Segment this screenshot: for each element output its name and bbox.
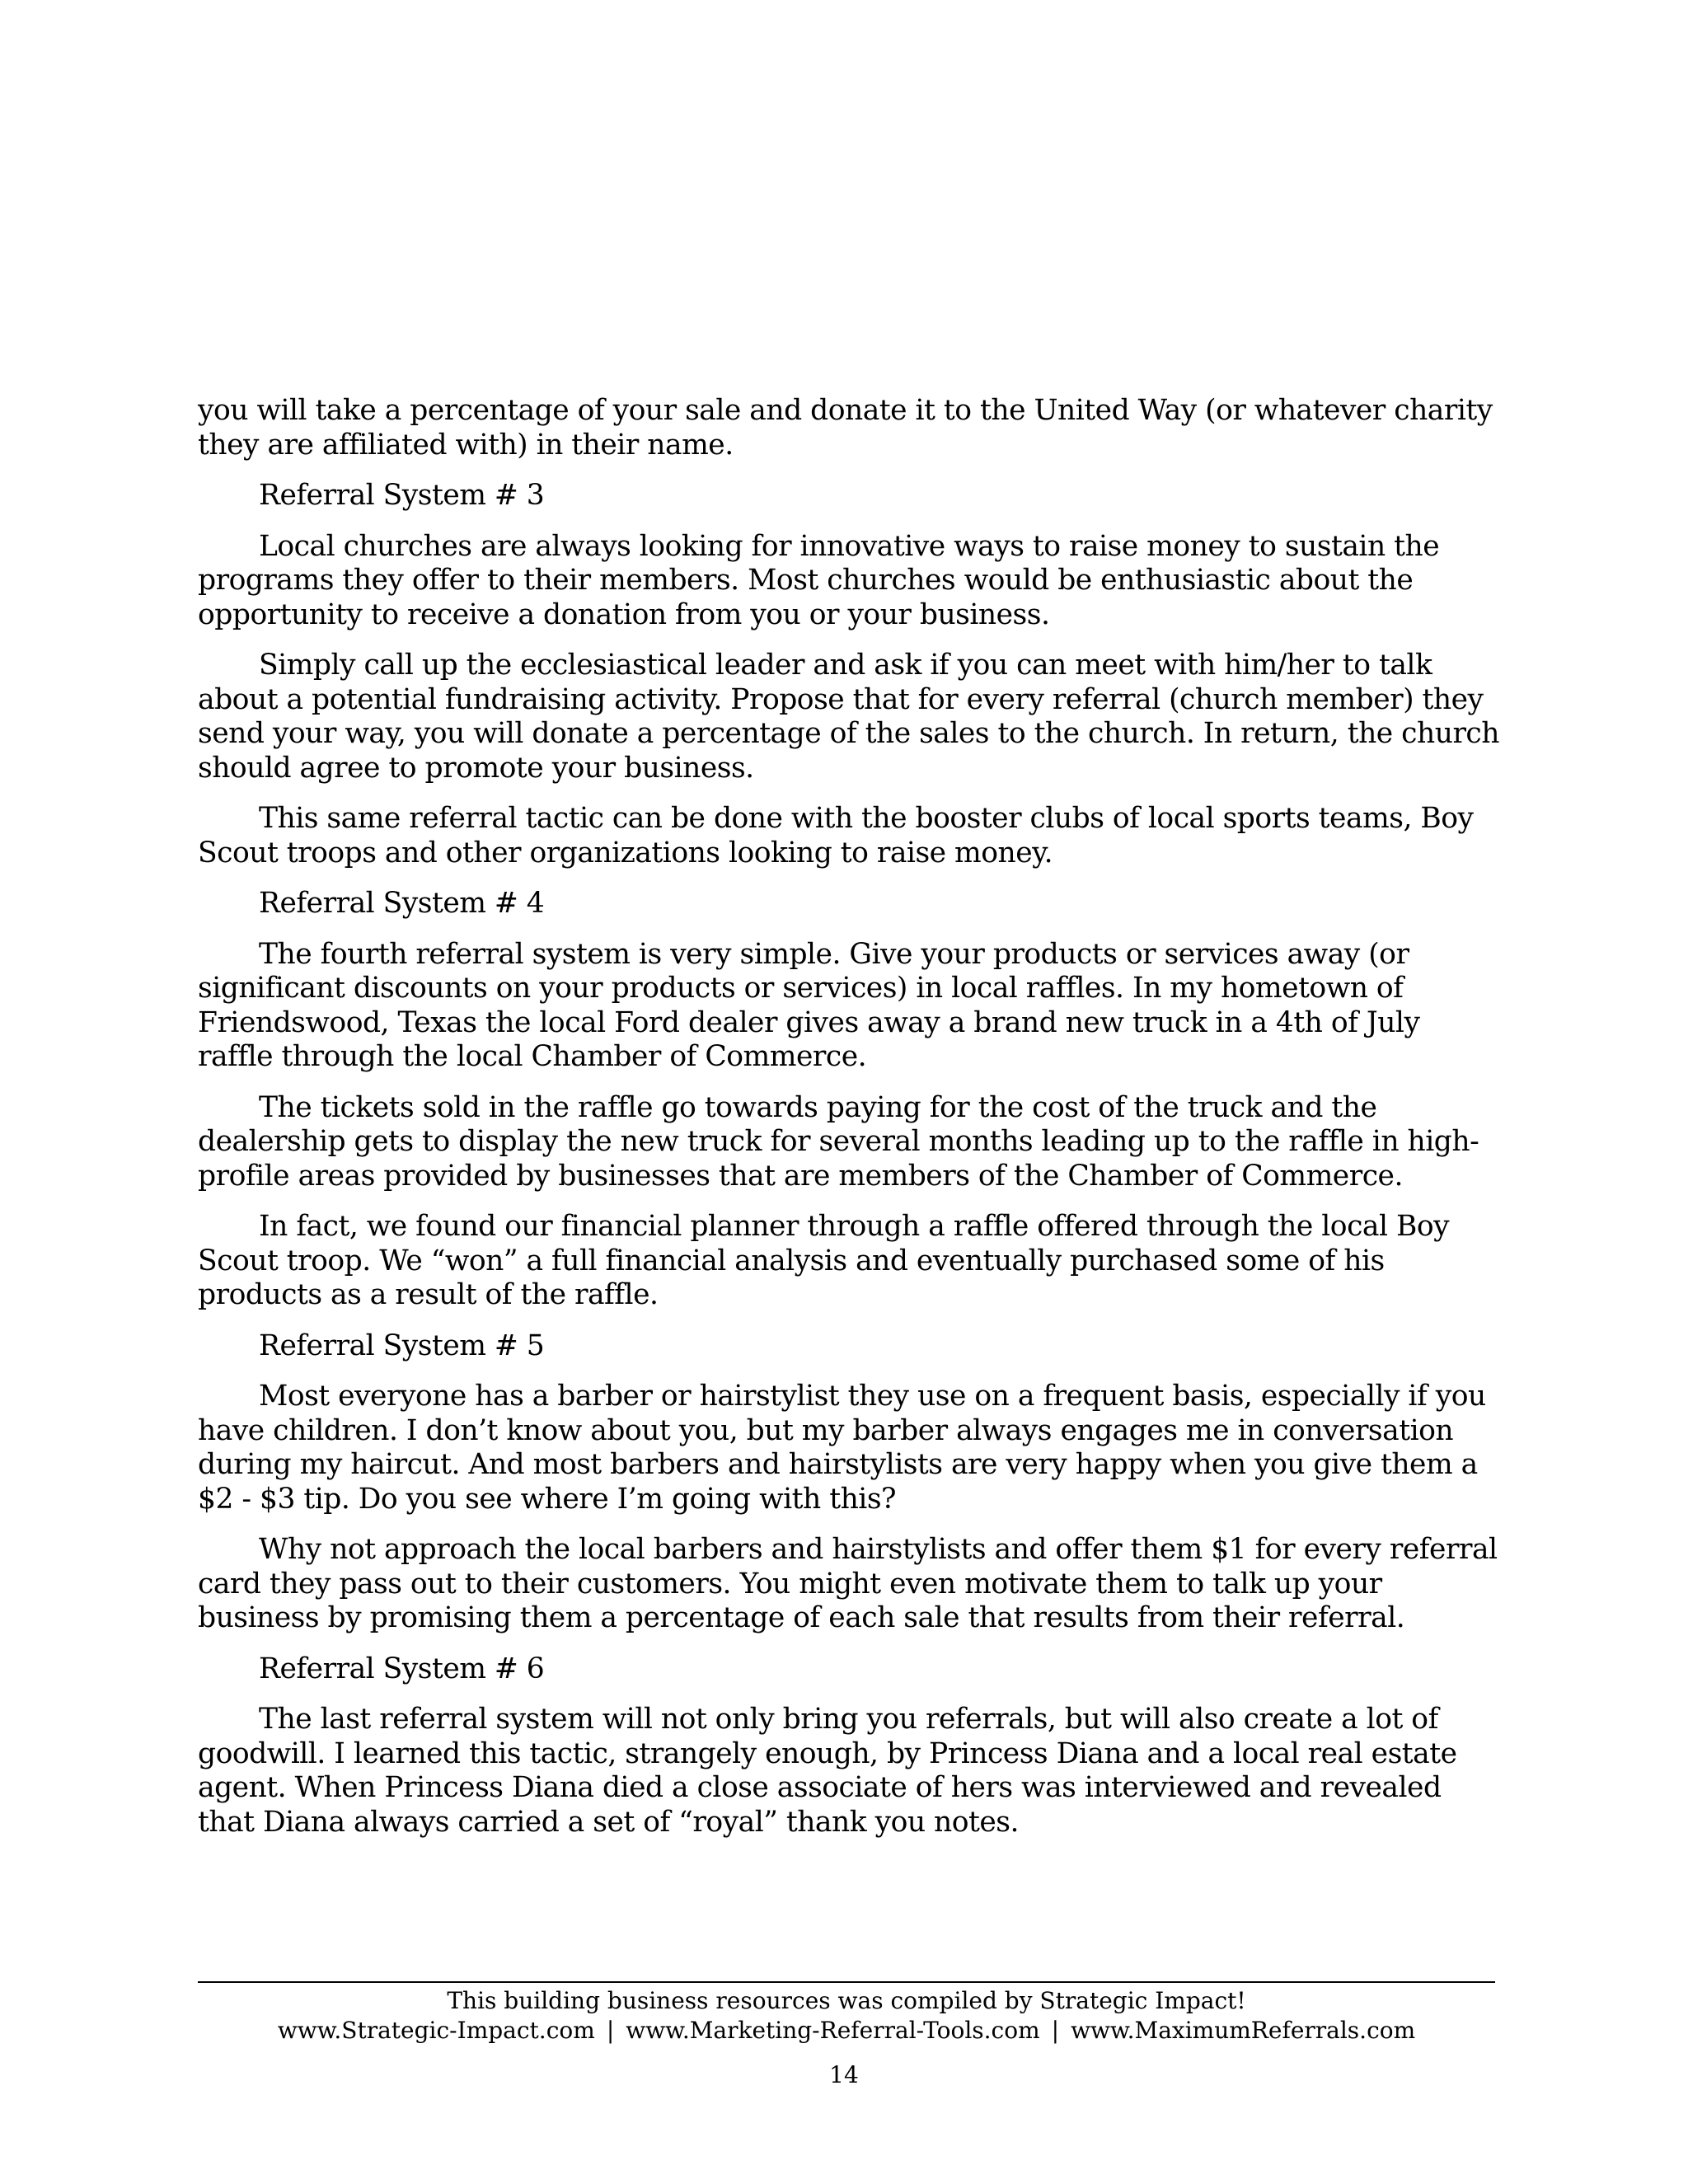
paragraph: The last referral system will not only bring you referrals, but will also create a lot of goodwill. I learned this tactic, strangely enough, by Princess Diana and a local real estate agent. When Princess Diana died a close associate of hers was interviewed and revealed that Diana always carried a set of “royal” thank you notes.: [198, 1703, 1457, 1839]
section-heading-referral-system-6: Referral System # 6: [259, 1652, 545, 1685]
footer-link-strategic-impact[interactable]: www.Strategic-Impact.com: [277, 2017, 595, 2044]
page-number: 14: [829, 2061, 859, 2088]
paragraph: Most everyone has a barber or hairstylist they use on a frequent basis, especially if you have children. I don’t know about you, but my barber always engages me in conversation during my haircut. And most barbers and hairstylists are very happy when you give them a $2 - $3 tip. Do you see where I’m going with this?: [198, 1380, 1486, 1516]
paragraph: Why not approach the local barbers and hairstylists and offer them $1 for every referral card they pass out to their customers. You might even motivate them to talk up your business by promising them a percentage of each sale that results from their referral.: [198, 1533, 1498, 1634]
section-heading-referral-system-3: Referral System # 3: [259, 479, 545, 512]
body-text: [198, 394, 1500, 1856]
paragraph: Local churches are always looking for innovative ways to raise money to sustain the programs they offer to their members. Most churches would be enthusiastic about the opportunity to receive a donation from you or your business.: [198, 529, 1440, 631]
paragraph-continuation: you will take a percentage of your sale and donate it to the United Way (or whatever charity they are affiliated with) in their name.: [198, 394, 1493, 462]
footer-credit: This building business resources was compiled by Strategic Impact!: [447, 1987, 1246, 2014]
footer-links: [198, 2016, 1495, 2046]
section-heading-referral-system-5: Referral System # 5: [259, 1329, 545, 1362]
paragraph: The fourth referral system is very simple. Give your products or services away (or significant discounts on your products or services) in local raffles. In my hometown of Friendswood, Texas the local Ford dealer gives away a brand new truck in a 4th of July raffle through the local Chamber of Commerce.: [198, 937, 1420, 1073]
paragraph: This same referral tactic can be done with the booster clubs of local sports teams, Boy Scout troops and other organizations looking to raise money.: [198, 802, 1474, 869]
footer-separator: |: [1051, 2017, 1060, 2044]
paragraph: Simply call up the ecclesiastical leader and ask if you can meet with him/her to talk about a potential fundraising activity. Propose that for every referral (church member) they send your way, you will donate a percentage of the sales to the church. In return, the church should agree to promote your business.: [198, 649, 1499, 785]
page-footer: [198, 1981, 1495, 2046]
paragraph: In fact, we found our financial planner through a raffle offered through the local Boy Scout troop. We “won” a full financial analysis and eventually purchased some of his products as a result of the raffle.: [198, 1210, 1450, 1311]
section-heading-referral-system-4: Referral System # 4: [259, 887, 545, 920]
footer-link-maximum-referrals[interactable]: www.MaximumReferrals.com: [1071, 2017, 1416, 2044]
footer-link-marketing-referral-tools[interactable]: www.Marketing-Referral-Tools.com: [626, 2017, 1040, 2044]
paragraph: The tickets sold in the raffle go towards paying for the cost of the truck and the dealership gets to display the new truck for several months leading up to the raffle in high-profile areas provided by businesses that are members of the Chamber of Commerce.: [198, 1090, 1479, 1193]
footer-separator: |: [606, 2017, 615, 2044]
